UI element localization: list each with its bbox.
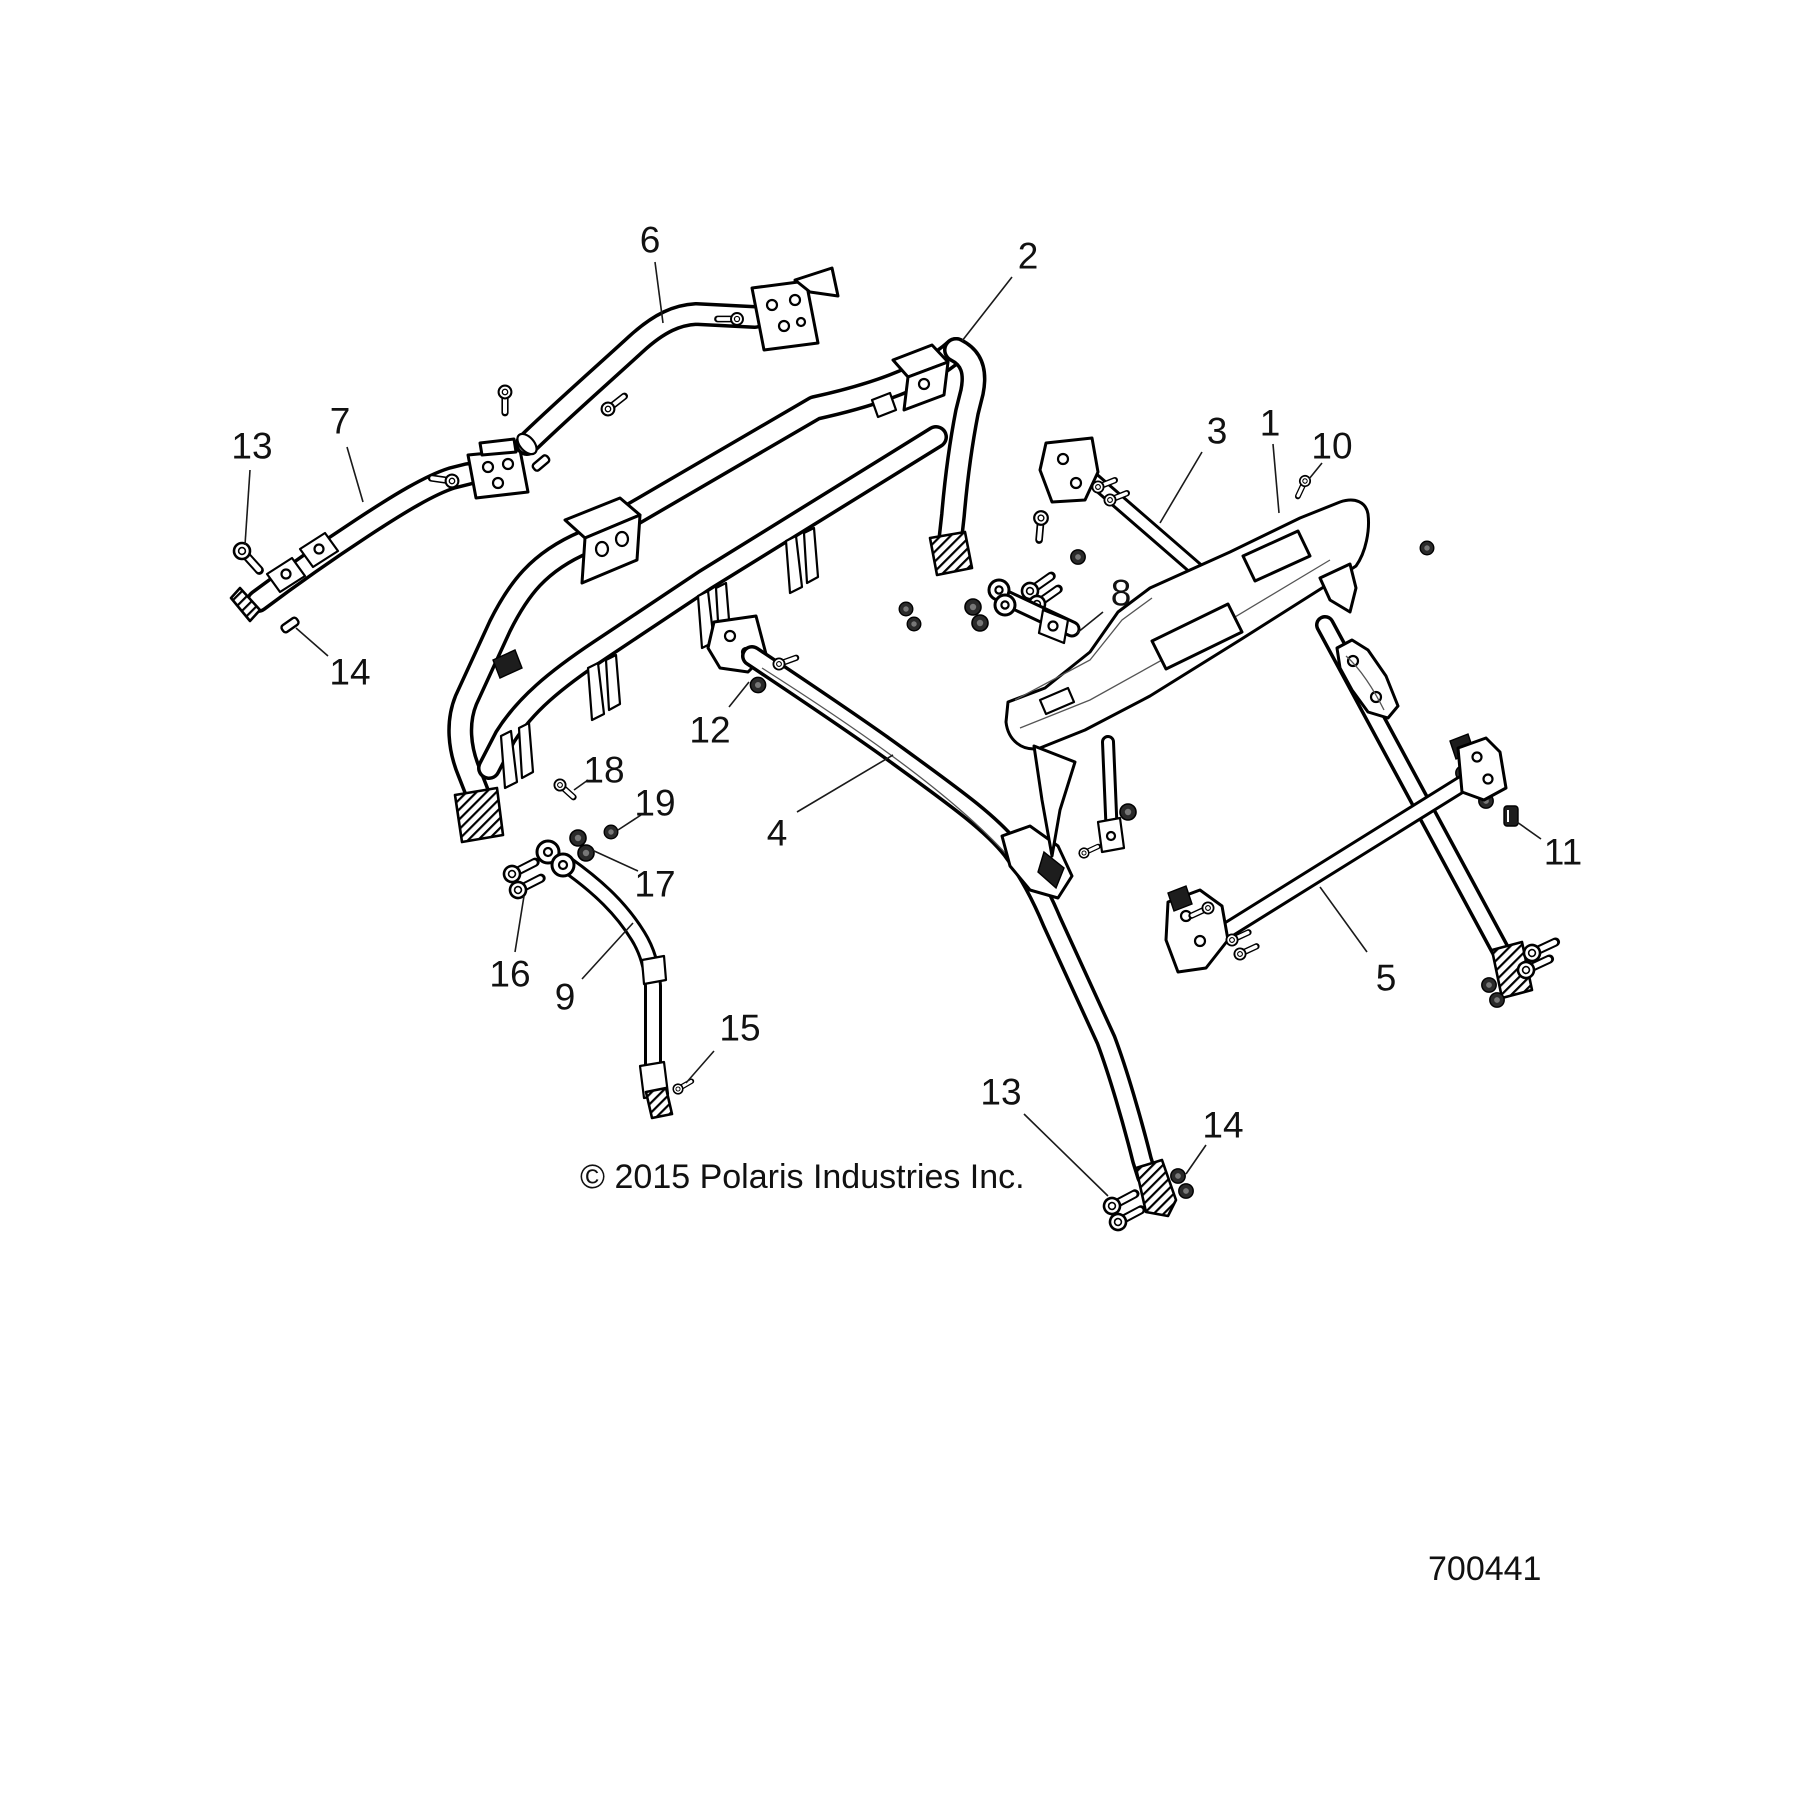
nut-17: [578, 845, 594, 861]
callout-leader-15: [686, 1051, 714, 1083]
callout-number-10: 10: [1311, 425, 1353, 467]
callout-leader-12: [729, 682, 749, 707]
callout-leader-2: [962, 277, 1012, 341]
callout-number-3: 3: [1206, 410, 1228, 452]
part-7-rear-cab-bar-left: [231, 439, 528, 621]
callout-leader-5: [1320, 887, 1367, 952]
callout-leader-4: [797, 755, 893, 812]
callout-number-13: 13: [980, 1071, 1022, 1113]
callout-number-14: 14: [329, 651, 371, 693]
frame-foot-left: [455, 788, 503, 842]
part-5-bracket-right: [1458, 738, 1506, 800]
callout-number-15: 15: [719, 1007, 761, 1049]
dash-gusset-bracket: [1337, 640, 1398, 718]
callout-leader-13: [1024, 1114, 1108, 1196]
part-3-bracket: [1040, 438, 1129, 507]
nut-14: [1179, 1184, 1193, 1198]
callout-number-18: 18: [583, 749, 625, 791]
pin-14: [280, 617, 299, 634]
callout-number-8: 8: [1110, 572, 1132, 614]
part-9-support-leg: [501, 777, 694, 1118]
drawing-reference-number: 700441: [1428, 1550, 1542, 1588]
callout-number-13: 13: [231, 425, 273, 467]
callout-leader-8: [1077, 612, 1103, 633]
bolt-15: [671, 1077, 693, 1096]
callout-number-16: 16: [489, 953, 531, 995]
callout-leader-7: [347, 447, 363, 502]
callout-leader-17: [592, 850, 638, 871]
callout-leader-3: [1160, 452, 1202, 523]
bolt-18: [552, 777, 577, 801]
bolt-fastener: [499, 386, 512, 413]
callout-number-19: 19: [634, 782, 676, 824]
callout-leader-1: [1273, 444, 1279, 513]
callout-number-14: 14: [1202, 1104, 1244, 1146]
nut-14: [1171, 1169, 1185, 1183]
callout-number-12: 12: [689, 709, 731, 751]
callout-leader-11: [1517, 822, 1541, 839]
callout-leader-9: [582, 923, 633, 979]
leg-foot: [646, 1088, 672, 1118]
callout-leader-13: [245, 470, 250, 545]
callout-number-11: 11: [1543, 831, 1583, 873]
bolt-13: [231, 540, 266, 576]
bend-cover: [1002, 826, 1072, 898]
part-6-rear-cab-bar-right: [499, 268, 838, 472]
callout-number-1: 1: [1259, 402, 1281, 444]
callout-leader-16: [515, 896, 524, 952]
callout-number-9: 9: [554, 976, 576, 1018]
clip-nut-11: [1504, 806, 1518, 826]
copyright-text: © 2015 Polaris Industries Inc.: [580, 1158, 1025, 1196]
callout-number-2: 2: [1017, 235, 1039, 277]
nut-17: [570, 830, 586, 846]
frame-foot-right: [930, 532, 972, 575]
callout-number-4: 4: [766, 812, 788, 854]
callout-number-17: 17: [634, 863, 676, 905]
callout-leader-14: [1186, 1145, 1206, 1174]
callout-leader-14: [296, 628, 328, 656]
callout-number-7: 7: [329, 400, 351, 442]
callout-number-5: 5: [1375, 957, 1397, 999]
bolt-fastener: [599, 391, 628, 418]
nut-19: [604, 825, 618, 839]
frame-right-rear-post: [1325, 541, 1559, 1007]
spacer-pin: [532, 454, 551, 472]
part-1-cab-frame-crossmember: [1006, 474, 1398, 859]
part-3-support-brace: [1040, 438, 1218, 588]
callout-number-6: 6: [639, 219, 661, 261]
